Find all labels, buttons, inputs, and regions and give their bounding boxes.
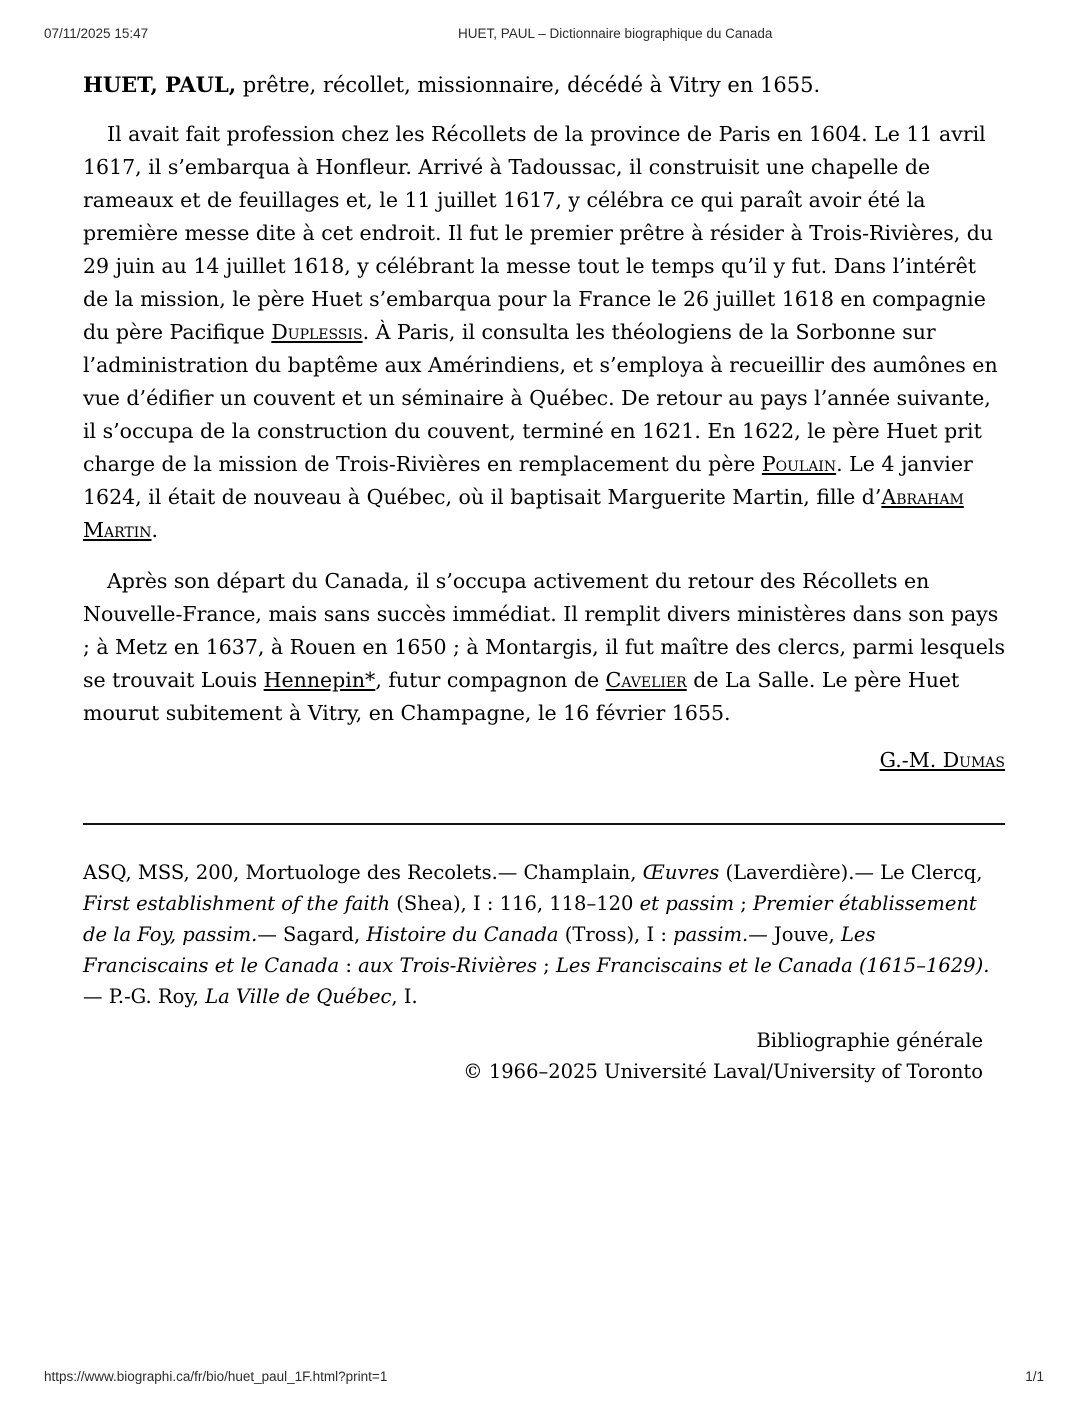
print-footer-page-indicator: 1/1 <box>1025 1369 1044 1384</box>
article-title-description: prêtre, récollet, missionnaire, décédé à Vitry en 1655. <box>236 73 821 97</box>
paragraph-2: Après son départ du Canada, il s’occupa activement du retour des Récollets en Nouvelle-France, mais sans succès immédiat. Il remplit divers ministères dans son pays ; à Metz en 1637, à Rouen en 1650 ; à Montargis, il fut maître des clercs, parmi lesquels se trouvait Louis Hennepin*, futur compagnon de Cavelier de La Salle. Le père Huet mourut subitement à Vitry, en Champagne, le 16 février 1655. <box>83 569 1005 725</box>
emphasis-text: Œuvres <box>642 861 720 884</box>
emphasis-text: passim. <box>673 923 749 946</box>
article-title <box>83 70 1005 100</box>
print-header-datetime: 07/11/2025 15:47 <box>44 26 149 41</box>
emphasis-text: First establishment of the faith <box>83 892 391 915</box>
print-footer <box>44 1369 1044 1384</box>
print-header-title: HUET, PAUL – Dictionnaire biographique du Canada <box>458 26 773 41</box>
emphasis-text: et passim <box>639 892 735 915</box>
emphasis-text: aux Trois-Rivières <box>358 954 537 977</box>
link-poulain[interactable]: Poulain <box>761 452 837 476</box>
copyright-text: © 1966–2025 Université Laval/University of Toronto <box>463 1060 983 1083</box>
article <box>83 70 1005 1087</box>
article-title-name: HUET, PAUL, <box>83 72 237 97</box>
emphasis-text: La Ville de Québec <box>205 985 392 1008</box>
bibliographie-generale-link[interactable]: Bibliographie générale <box>756 1029 983 1052</box>
link-abraham-martin[interactable]: Abraham Martin <box>83 485 964 542</box>
link-hennepin[interactable]: Hennepin* <box>263 668 376 692</box>
emphasis-text: Les Franciscains et le Canada <box>83 923 876 977</box>
bibliography-paragraph: ASQ, MSS, 200, Mortuologe des Recolets.— Champlain, Œuvres (Laverdière).— Le Clercq, First establishment of the faith (Shea), I : 116, 118–120 et passim ; Premier établissement de la Foy, passim.— Sagard, Histoire du Canada (Tross), I : passim.— Jouve, Les Franciscains et le Canada : aux Trois-Rivières ; Les Franciscains et le Canada (1615–1629).— P.-G. Roy, La Ville de Québec, I. <box>83 861 990 1008</box>
emphasis-text: Histoire du Canada <box>366 923 559 946</box>
emphasis-text: Premier établissement de la Foy, passim. <box>83 892 977 946</box>
paragraph-1: Il avait fait profession chez les Récollets de la province de Paris en 1604. Le 11 avril 1617, il s’embarqua à Honfleur. Arrivé à Tadoussac, il construisit une chapelle de rameaux et de feuillages et, le 11 juillet 1617, y célébra ce qui paraît avoir été la première messe dite à cet endroit. Il fut le premier prêtre à résider à Trois-Rivières, du 29 juin au 14 juillet 1618, y célébrant la messe tout le temps qu’il y fut. Dans l’intérêt de la mission, le père Huet s’embarqua pour la France le 26 juillet 1618 en compagnie du père Pacifique Duplessis. À Paris, il consulta les théologiens de la Sorbonne sur l’administration du baptême aux Amérindiens, et s’employa à recueillir des aumônes en vue d’édifier un couvent et un séminaire à Québec. De retour au pays l’année suivante, il s’occupa de la construction du couvent, terminé en 1621. En 1622, le père Huet prit charge de la mission de Trois-Rivières en remplacement du père Poulain. Le 4 janvier 1624, il était de nouveau à Québec, où il baptisait Marguerite Martin, fille d’Abraham Martin. <box>83 122 998 542</box>
section-divider <box>83 823 1005 825</box>
signature-line <box>83 744 1005 777</box>
link-cavelier[interactable]: Cavelier <box>605 668 687 692</box>
print-header <box>44 26 1044 44</box>
print-footer-url: https://www.biographi.ca/fr/bio/huet_paul_1F.html?print=1 <box>44 1369 388 1384</box>
bibliography-footer <box>83 1025 1005 1087</box>
link-duplessis[interactable]: Duplessis <box>271 320 363 344</box>
emphasis-text: Les Franciscains et le Canada (1615–1629). <box>555 954 990 977</box>
signature-author-link[interactable]: G.-M. Dumas <box>879 748 1005 772</box>
